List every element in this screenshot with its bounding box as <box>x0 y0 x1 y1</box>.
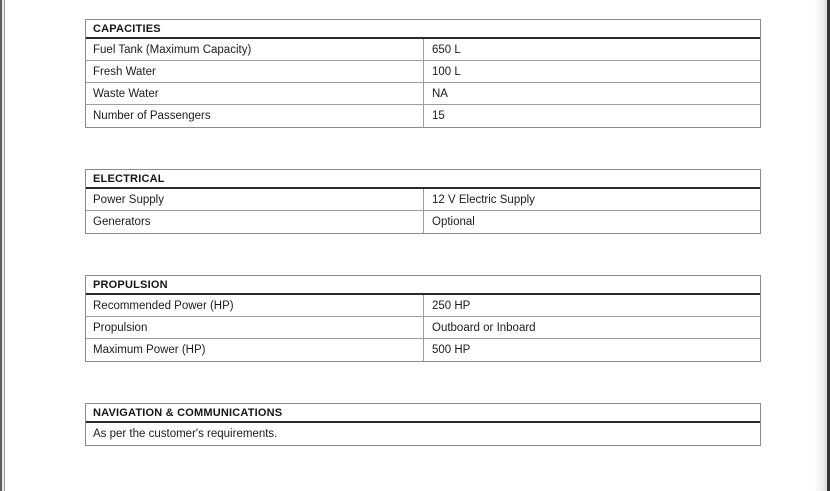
spec-label: Fuel Tank (Maximum Capacity) <box>86 39 424 60</box>
table-row <box>86 211 760 233</box>
spec-value: 500 HP <box>432 344 471 356</box>
spec-note: As per the customer's requirements. <box>93 428 278 440</box>
spec-value: 250 HP <box>432 299 471 312</box>
table-title: ELECTRICAL <box>86 170 760 189</box>
spec-value: 650 L <box>432 43 461 56</box>
spec-table-navigation-communications <box>85 403 761 446</box>
window-right-edge <box>814 0 830 491</box>
spec-value: NA <box>432 87 448 100</box>
spec-label: Maximum Power (HP) <box>86 339 424 361</box>
table-row <box>86 105 760 127</box>
spec-label: Number of Passengers <box>86 105 424 127</box>
spec-value: 15 <box>432 110 445 122</box>
table-row <box>86 339 760 361</box>
table-row <box>86 189 760 211</box>
spec-value: Outboard or Inboard <box>432 321 536 334</box>
table-row <box>86 423 760 445</box>
spec-label: Generators <box>86 211 424 233</box>
spec-table-propulsion <box>85 275 761 362</box>
spec-value: Optional <box>432 216 475 228</box>
table-row <box>86 317 760 339</box>
spec-label: Propulsion <box>86 317 424 338</box>
spec-label: Fresh Water <box>86 61 424 82</box>
table-row <box>86 39 760 61</box>
spec-label: Waste Water <box>86 83 424 104</box>
spec-value: 100 L <box>432 65 461 78</box>
table-title: PROPULSION <box>86 276 760 295</box>
table-title: CAPACITIES <box>86 20 760 39</box>
document-page <box>85 19 761 446</box>
table-row <box>86 83 760 105</box>
table-row <box>86 61 760 83</box>
spec-table-electrical <box>85 169 761 234</box>
table-title: NAVIGATION & COMMUNICATIONS <box>86 404 760 423</box>
spec-label: Power Supply <box>86 189 424 210</box>
spec-table-capacities <box>85 19 761 128</box>
table-row <box>86 295 760 317</box>
window-left-edge <box>0 0 6 491</box>
spec-label: Recommended Power (HP) <box>86 295 424 316</box>
spec-value: 12 V Electric Supply <box>432 193 535 206</box>
